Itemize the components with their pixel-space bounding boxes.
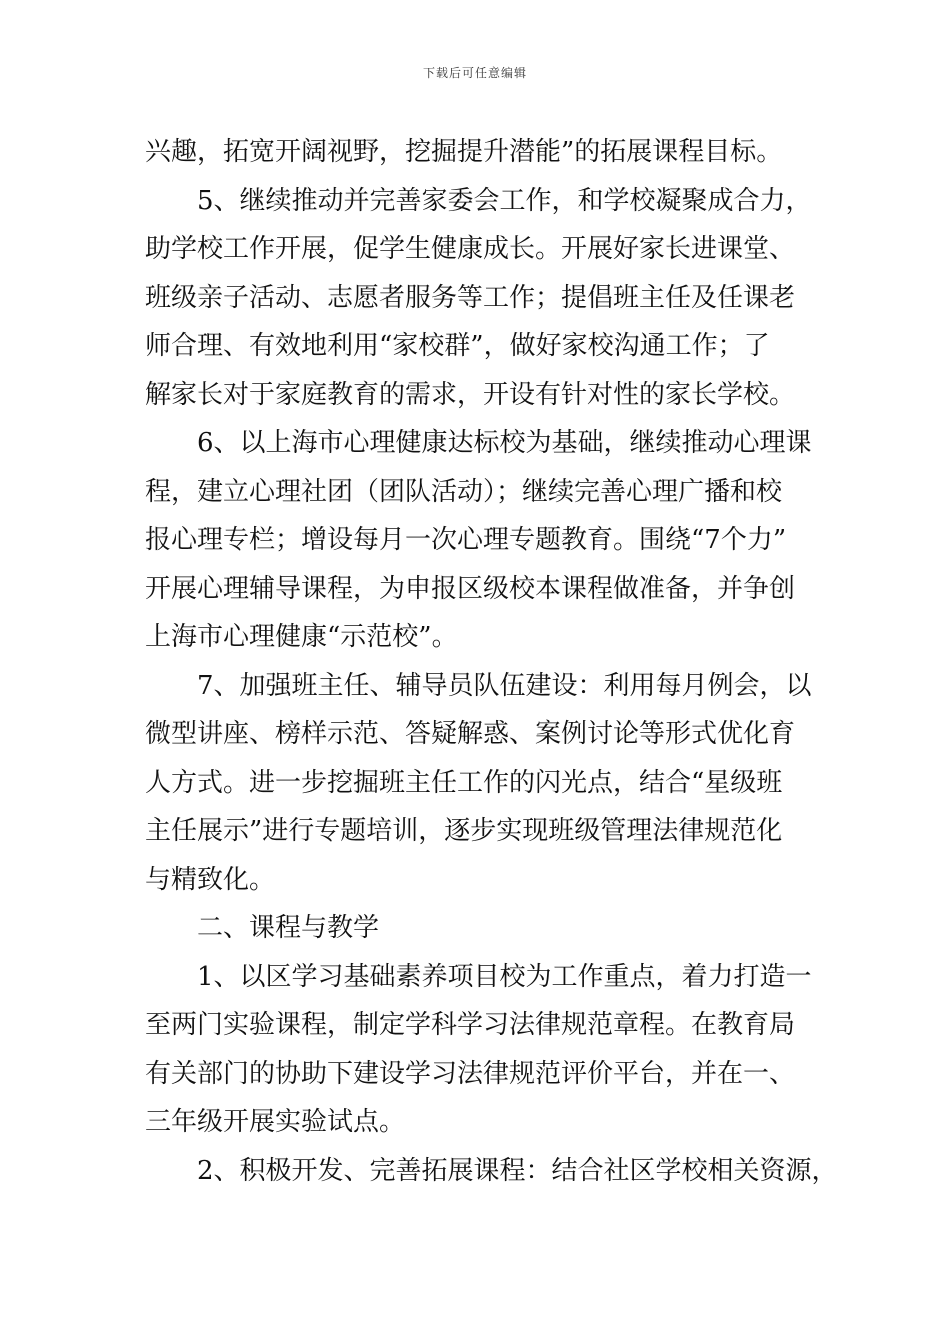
- text-line: 三年级开展实验试点。: [145, 1107, 406, 1137]
- text-line: 微型讲座、榜样示范、答疑解惑、案例讨论等形式优化育: [145, 719, 796, 749]
- paragraph-start-line: 1、以区学习基础素养项目校为工作重点，着力打造一: [197, 961, 812, 992]
- text-line: 程，建立心理社团（团队活动）；继续完善心理广播和校: [145, 476, 783, 507]
- text-line: 开展心理辅导课程，为申报区级校本课程做准备，并争创: [145, 573, 796, 604]
- text-line: 上海市心理健康“示范校”。: [145, 622, 458, 652]
- text-line: 人方式。进一步挖掘班主任工作的闪光点，结合“星级班: [145, 767, 783, 798]
- page-header-note: 下载后可任意编辑: [422, 66, 527, 80]
- text-line: 兴趣，拓宽开阔视野，挖掘提升潜能”的拓展课程目标。: [145, 137, 783, 167]
- paragraph-start-line: 5、继续推动并完善家委会工作，和学校凝聚成合力，: [197, 185, 812, 216]
- paragraph-start-line: 2、积极开发、完善拓展课程：结合社区学校相关资源，: [197, 1155, 838, 1186]
- text-line: 至两门实验课程，制定学科学习法律规范章程。在教育局: [145, 1010, 796, 1040]
- text-line: 解家长对于家庭教育的需求，开设有针对性的家长学校。: [145, 379, 796, 410]
- text-line: 与精致化。: [145, 864, 276, 895]
- text-line: 师合理、有效地利用“家校群”，做好家校沟通工作；了: [145, 331, 770, 361]
- text-line: 主任展示”进行专题培训，逐步实现班级管理法律规范化: [145, 816, 783, 846]
- text-line: 有关部门的协助下建设学习法律规范评价平台，并在一、: [145, 1058, 796, 1089]
- paragraph-start-line: 6、以上海市心理健康达标校为基础，继续推动心理课: [197, 428, 812, 458]
- document-body: [145, 128, 845, 1195]
- text-line: 报心理专栏；增设每月一次心理专题教育。围绕“7个力”: [145, 525, 787, 555]
- text-line: 助学校工作开展，促学生健康成长。开展好家长进课堂、: [145, 234, 796, 264]
- section-heading: 二、课程与教学: [197, 913, 380, 943]
- text-line: 班级亲子活动、志愿者服务等工作；提倡班主任及任课老: [145, 282, 796, 313]
- paragraph-start-line: 7、加强班主任、辅导员队伍建设：利用每月例会，以: [197, 670, 812, 701]
